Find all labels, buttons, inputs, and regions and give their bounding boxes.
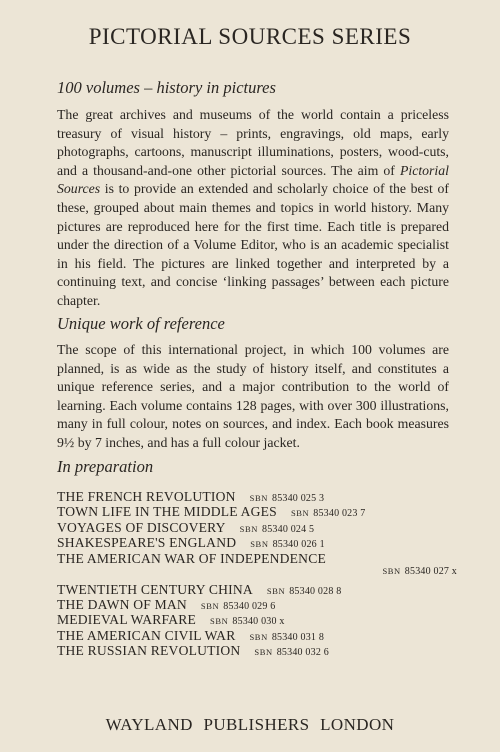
section-heading-reference: Unique work of reference xyxy=(57,314,225,333)
intro-text-a: The great archives and museums of the world contain a priceless treasury of visual history – prints, engravings, old maps, early photographs, cartoons, manuscript illuminations, posters, wood-cuts, and a thousand-and-one other pictorial sources. The aim of xyxy=(57,107,449,178)
series-name-italic: Pictorial Sources xyxy=(57,162,449,197)
sbn-number: 85340 031 8 xyxy=(271,631,325,643)
book-sbn xyxy=(250,493,325,504)
book-sbn xyxy=(250,539,325,550)
sbn-label: SBN xyxy=(249,493,268,503)
reference-paragraph: The scope of this international project, in which 100 volumes are planned, is as wide as the study of history itself, and constitutes a unique reference series, and a major contribution to the world of learning. Each volume contains 128 pages, with over 300 illustrations, many in full colour, notes on sources, and index. Each book measures 9½ by 7 inches, and has a full colour jacket. xyxy=(57,342,449,450)
book-sbn xyxy=(240,524,315,535)
list-item xyxy=(57,520,457,535)
list-item xyxy=(57,628,457,643)
list-item xyxy=(57,551,457,582)
list-item xyxy=(57,535,457,550)
section-heading-preparation: In preparation xyxy=(57,457,154,476)
book-title: THE AMERICAN WAR OF INDEPENDENCE xyxy=(57,550,326,566)
list-item xyxy=(57,489,457,504)
book-sbn xyxy=(201,601,276,612)
sbn-number: 85340 024 5 xyxy=(262,523,315,535)
sbn-label: SBN xyxy=(249,631,268,642)
book-sbn xyxy=(210,616,285,627)
book-title: TOWN LIFE IN THE MIDDLE AGES xyxy=(57,504,277,520)
section-heading-volumes: 100 volumes – history in pictures xyxy=(57,78,276,97)
book-title: MEDIEVAL WARFARE xyxy=(57,612,197,628)
list-item xyxy=(57,643,457,658)
sbn-number: 85340 027 x xyxy=(404,565,457,577)
sbn-number: 85340 032 6 xyxy=(276,647,329,659)
book-title: THE DAWN OF MAN xyxy=(57,596,187,612)
book-title: THE AMERICAN CIVIL WAR xyxy=(57,627,236,643)
book-title: THE FRENCH REVOLUTION xyxy=(57,489,236,504)
list-item xyxy=(57,597,457,612)
series-title: PICTORIAL SOURCES SERIES xyxy=(88,24,412,49)
book-title: SHAKESPEARE'S ENGLAND xyxy=(57,535,237,551)
book-sbn xyxy=(267,586,342,597)
list-item xyxy=(57,504,457,519)
intro-paragraph xyxy=(57,106,449,311)
list-item xyxy=(57,612,457,627)
publisher-imprint: WAYLAND PUBLISHERS LONDON xyxy=(105,715,395,734)
sbn-label: SBN xyxy=(290,508,310,519)
list-item xyxy=(57,582,457,597)
sbn-number: 85340 028 8 xyxy=(289,585,342,597)
intro-text-b: is to provide an extended and scholarly choice of the best of these, grouped about main themes and topics in world history. Many pictures are reproduced here for the first time. Each title is prepared under the direction of a Volume Editor, who is an academic specialist in his field. The pictures are linked together and interpreted by a continuing text, and concise ‘linking passages’ between each picture chapter. xyxy=(57,181,449,308)
books-list xyxy=(57,489,457,659)
sbn-number: 85340 026 1 xyxy=(272,539,325,551)
sbn-label: SBN xyxy=(382,565,401,576)
sbn-number: 85340 025 3 xyxy=(272,493,325,504)
book-sbn xyxy=(382,566,457,577)
book-sbn xyxy=(291,508,366,519)
book-title: THE RUSSIAN REVOLUTION xyxy=(57,643,241,659)
sbn-label: SBN xyxy=(239,523,259,534)
sbn-label: SBN xyxy=(266,585,286,596)
book-title: TWENTIETH CENTURY CHINA xyxy=(57,581,253,597)
book-sbn xyxy=(254,647,329,658)
book-title: VOYAGES OF DISCOVERY xyxy=(57,519,226,535)
sbn-number: 85340 029 6 xyxy=(223,600,276,612)
sbn-label: SBN xyxy=(254,647,273,658)
sbn-number: 85340 030 x xyxy=(232,616,285,628)
book-sbn xyxy=(249,632,324,643)
sbn-number: 85340 023 7 xyxy=(313,508,366,520)
sbn-label: SBN xyxy=(200,600,220,611)
sbn-label: SBN xyxy=(250,539,269,550)
sbn-label: SBN xyxy=(210,616,229,627)
